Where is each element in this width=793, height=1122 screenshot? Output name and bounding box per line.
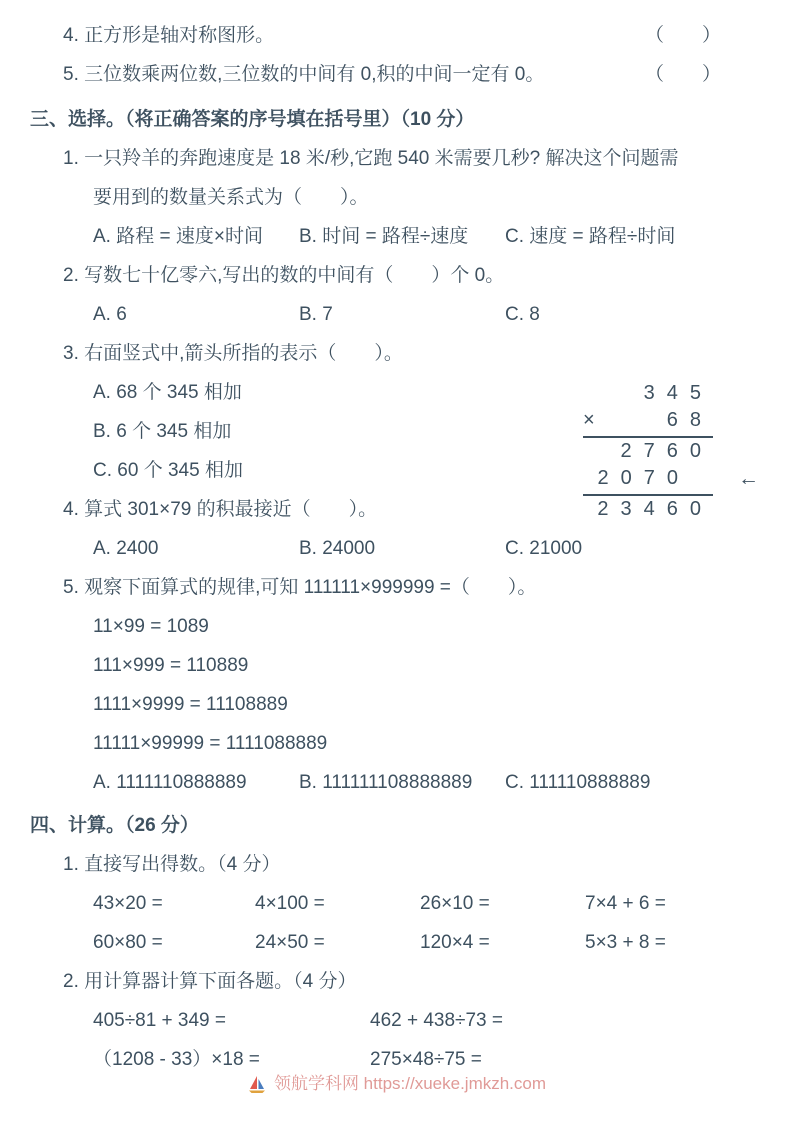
option-row [0, 763, 793, 802]
vertical-multiplication [583, 380, 759, 523]
arrow-left-icon: ← [738, 467, 759, 490]
option-row [0, 529, 793, 568]
option-a: A. 路程 = 速度×时间 [93, 226, 263, 247]
option-c: C. 速度 = 路程÷时间 [505, 226, 676, 247]
vm-multiplier: 68 [666, 409, 713, 431]
mental-math-item: 26×10 = [420, 893, 490, 914]
question-text: 5. 三位数乘两位数,三位数的中间有 0,积的中间一定有 0。 [63, 64, 545, 85]
vm-partial-product-2-row [583, 465, 759, 496]
calculator-row [0, 1001, 793, 1040]
option-c: C. 21000 [505, 538, 583, 559]
mental-math-row [0, 923, 793, 962]
pattern-equation: 111×999 = 110889 [93, 655, 249, 676]
true-false-item [0, 16, 793, 55]
footer-site-link[interactable]: 领航学科网 https://xueke.jmkzh.com [273, 1074, 547, 1093]
option-c: C. 60 个 345 相加 [93, 460, 243, 481]
option-b: B. 7 [299, 304, 333, 325]
option-a: A. 6 [93, 304, 127, 325]
true-false-item [0, 55, 793, 94]
vm-multiplier-row [583, 407, 713, 438]
option-a: A. 2400 [93, 538, 159, 559]
answer-blank: （ ） [644, 64, 721, 85]
multiply-sign-icon: × [583, 409, 607, 431]
section-choice-title: 三、选择。（将正确答案的序号填在括号里）（10 分） [30, 109, 475, 130]
pattern-equation: 11111×99999 = 1111088889 [93, 733, 328, 754]
vm-partial-product-2: 2070 [597, 467, 690, 489]
option-b: B. 24000 [299, 538, 376, 559]
mental-math-item: 5×3 + 8 = [585, 932, 666, 953]
option-a: A. 1111110888889 [93, 772, 247, 793]
calculator-item: 275×48÷75 = [370, 1049, 482, 1070]
pattern-equation: 1111×9999 = 11108889 [93, 694, 288, 715]
site-logo-icon [247, 1074, 267, 1094]
question-stem-continued: 要用到的数量关系式为（ ）。 [93, 187, 369, 208]
calculator-item: 462 + 438÷73 = [370, 1010, 503, 1031]
calc-subsection-2: 2. 用计算器计算下面各题。（4 分） [63, 971, 357, 992]
calculator-item: （1208 - 33）×18 = [93, 1049, 260, 1070]
vm-multiplicand: 345 [643, 382, 713, 404]
mental-math-row [0, 884, 793, 923]
option-c: C. 8 [505, 304, 540, 325]
mental-math-item: 120×4 = [420, 932, 490, 953]
pattern-equation: 11×99 = 1089 [93, 616, 209, 637]
mental-math-item: 4×100 = [255, 893, 325, 914]
option-row [0, 295, 793, 334]
mental-math-item: 60×80 = [93, 932, 163, 953]
option-row [0, 217, 793, 256]
mental-math-item: 43×20 = [93, 893, 163, 914]
section-calc-title: 四、计算。（26 分） [30, 815, 199, 836]
calc-subsection-1: 1. 直接写出得数。（4 分） [63, 854, 281, 875]
question-stem: 4. 算式 301×79 的积最接近（ ）。 [63, 499, 378, 520]
option-b: B. 6 个 345 相加 [93, 421, 232, 442]
question-text: 4. 正方形是轴对称图形。 [63, 25, 275, 46]
question-stem: 2. 写数七十亿零六,写出的数的中间有（ ）个 0。 [63, 265, 505, 286]
answer-blank: （ ） [644, 25, 721, 46]
vm-product: 23460 [597, 498, 713, 520]
question-stem: 3. 右面竖式中,箭头所指的表示（ ）。 [63, 343, 403, 364]
mental-math-item: 7×4 + 6 = [585, 893, 666, 914]
option-a: A. 68 个 345 相加 [93, 382, 242, 403]
mental-math-item: 24×50 = [255, 932, 325, 953]
option-c: C. 111110888889 [505, 772, 651, 793]
option-b: B. 时间 = 路程÷速度 [299, 226, 469, 247]
question-stem: 1. 一只羚羊的奔跑速度是 18 米/秒,它跑 540 米需要几秒? 解决这个问题需 [63, 148, 679, 169]
question-stem: 5. 观察下面算式的规律,可知 111111×999999 =（ ）。 [63, 577, 537, 598]
footer [0, 1069, 793, 1099]
calculator-item: 405÷81 + 349 = [93, 1010, 226, 1031]
vm-partial-product-1: 2760 [620, 440, 713, 462]
option-b: B. 111111108888889 [299, 772, 473, 793]
